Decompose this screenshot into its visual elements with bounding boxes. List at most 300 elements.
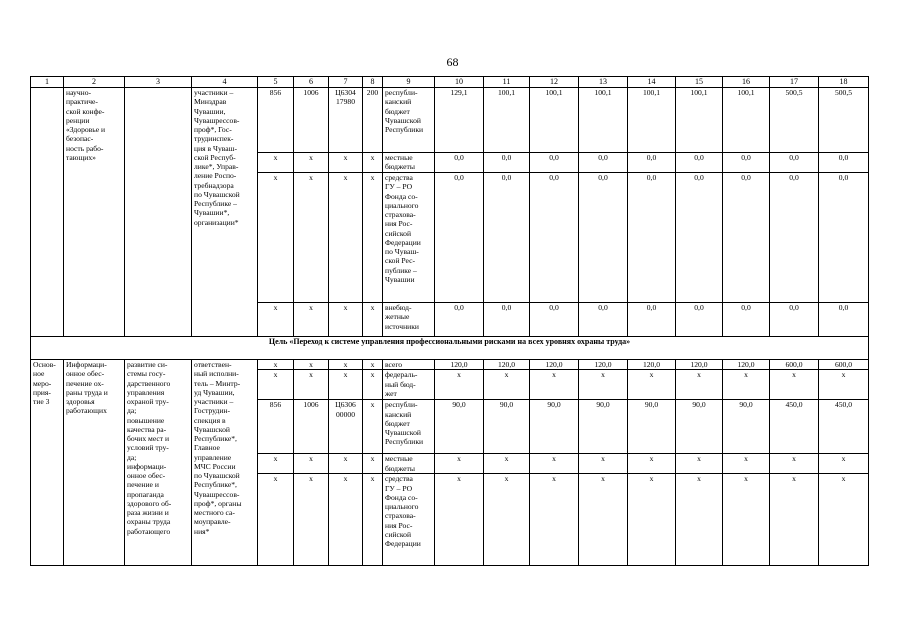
cell-line: ция в Чуваш- — [194, 143, 237, 153]
column-number: 4 — [192, 77, 258, 88]
value-cell: x — [435, 370, 484, 400]
cell-line: средства — [385, 173, 413, 182]
value-cell: 0,0 — [484, 153, 530, 173]
value-cell: 0,0 — [579, 153, 628, 173]
cell-line: x — [343, 370, 348, 380]
cell-line: ление Роспо- — [194, 171, 237, 181]
code-cell — [294, 153, 329, 173]
cell-line: участники – — [194, 397, 234, 406]
cell-line: x — [343, 153, 348, 162]
col-1-cell — [31, 360, 64, 566]
cell-line: Республике*, — [194, 434, 237, 443]
value-cell: 0,0 — [819, 173, 869, 303]
cell-line: Чувашрессов- — [194, 115, 240, 125]
value-cell: x — [530, 474, 579, 566]
budget-table — [30, 76, 869, 566]
value-cell: 0,0 — [676, 153, 723, 173]
value-cell: 90,0 — [484, 400, 530, 454]
funding-source-cell — [383, 474, 435, 566]
code-cell — [258, 370, 294, 400]
value-cell: x — [435, 474, 484, 566]
cell-line: Ц6304 — [335, 88, 356, 97]
value-cell: x — [579, 474, 628, 566]
cell-line: x — [370, 173, 375, 182]
code-cell — [258, 303, 294, 337]
goal-title: Цель «Переход к системе управления профессиональными рисками на всех уровнях охраны труда» — [31, 337, 869, 360]
value-cell: 0,0 — [579, 303, 628, 337]
cell-line: x — [309, 173, 313, 182]
header-row — [31, 77, 869, 88]
code-cell — [363, 474, 383, 566]
code-cell — [258, 153, 294, 173]
value-cell: x — [435, 454, 484, 474]
goal-row — [31, 337, 869, 360]
cell-line: качества ра- — [127, 424, 167, 434]
cell-line: 1006 — [303, 88, 319, 97]
column-number: 2 — [64, 77, 125, 88]
value-cell: x — [579, 370, 628, 400]
cell-line: печение ох- — [66, 378, 104, 388]
cell-line: ренции — [66, 115, 90, 125]
value-cell: x — [484, 370, 530, 400]
cell-line: федераль- — [385, 370, 418, 380]
column-number: 8 — [363, 77, 383, 88]
column-number: 17 — [770, 77, 819, 88]
cell-line: охраны труда — [127, 517, 171, 527]
cell-line: Чувашской — [385, 428, 421, 437]
column-number: 1 — [31, 77, 64, 88]
code-cell — [329, 400, 363, 454]
cell-line: республи- — [385, 400, 418, 410]
cell-line: проф*, органы — [194, 498, 242, 508]
cell-line: местные — [385, 454, 413, 464]
value-cell: 600,0 — [770, 360, 819, 370]
column-number: 7 — [329, 77, 363, 88]
value-cell: x — [676, 370, 723, 400]
cell-line: жетные — [385, 312, 410, 322]
value-cell: 0,0 — [819, 303, 869, 337]
value-cell: 0,0 — [723, 173, 770, 303]
cell-line: ской Рес- — [385, 256, 416, 266]
cell-line: x — [343, 303, 348, 312]
cell-line: средства — [385, 474, 413, 484]
code-cell — [329, 454, 363, 474]
value-cell: x — [723, 370, 770, 400]
code-cell — [294, 454, 329, 474]
column-number: 9 — [383, 77, 435, 88]
code-cell — [363, 400, 383, 454]
value-cell: 120,0 — [435, 360, 484, 370]
value-cell: 0,0 — [530, 173, 579, 303]
cell-line: x — [309, 153, 313, 162]
cell-line: Фонда со- — [385, 191, 418, 201]
cell-line: ный исполни- — [194, 369, 239, 379]
cell-line: Основ- — [33, 360, 56, 369]
column-number: 16 — [723, 77, 770, 88]
cell-line: по Чувашской — [194, 189, 240, 199]
cell-line: ния* — [194, 526, 210, 536]
cell-line: Чувашии, — [194, 106, 226, 116]
cell-line: трудинспек- — [194, 134, 234, 144]
col-2-cell — [64, 360, 125, 566]
value-cell: 120,0 — [484, 360, 530, 370]
cell-line: повышение — [127, 415, 165, 425]
column-number: 15 — [676, 77, 723, 88]
cell-line: ность рабо- — [66, 143, 104, 153]
cell-line: лике*, Управ- — [194, 162, 239, 171]
cell-line: дарственного — [127, 378, 171, 388]
cell-line: x — [273, 454, 278, 464]
value-cell: 90,0 — [676, 400, 723, 454]
value-cell: 0,0 — [484, 303, 530, 337]
code-cell — [294, 303, 329, 337]
funding-source-cell — [383, 400, 435, 454]
code-cell — [363, 88, 383, 153]
code-cell — [329, 88, 363, 153]
code-cell — [363, 153, 383, 173]
cell-line: безопас- — [66, 134, 94, 144]
cell-line: управления — [127, 387, 165, 397]
value-cell: 100,1 — [723, 88, 770, 153]
cell-line: да; — [127, 452, 137, 462]
code-cell — [258, 360, 294, 370]
code-cell — [258, 88, 294, 153]
cell-line: раны труда и — [66, 387, 108, 397]
code-cell — [329, 474, 363, 566]
cell-line: x — [370, 400, 375, 410]
cell-line: работающего — [127, 526, 171, 536]
col-1-cell — [31, 88, 64, 337]
value-cell: 0,0 — [770, 153, 819, 173]
value-cell: 0,0 — [628, 173, 676, 303]
value-cell: 0,0 — [484, 173, 530, 303]
cell-line: Чувашской — [385, 115, 421, 125]
code-cell — [258, 400, 294, 454]
value-cell: 0,0 — [819, 153, 869, 173]
cell-line: здорового об- — [127, 498, 172, 508]
value-cell: 0,0 — [435, 303, 484, 337]
cell-line: проф*, Гос- — [194, 125, 232, 134]
value-cell: 500,5 — [819, 88, 869, 153]
value-cell: 0,0 — [579, 173, 628, 303]
code-cell — [294, 173, 329, 303]
value-cell: 120,0 — [579, 360, 628, 370]
cell-line: x — [370, 303, 375, 312]
value-cell: 90,0 — [723, 400, 770, 454]
cell-line: раза жизни и — [127, 508, 169, 517]
cell-line: спекция в — [194, 415, 226, 425]
col-3-cell — [125, 88, 192, 337]
cell-line: практиче- — [66, 97, 98, 107]
cell-line: x — [370, 153, 375, 162]
cell-line: прия- — [33, 387, 51, 397]
cell-line: x — [370, 474, 375, 484]
cell-line: x — [273, 474, 278, 484]
cell-line: x — [273, 303, 278, 312]
column-number: 6 — [294, 77, 329, 88]
value-cell: x — [579, 454, 628, 474]
value-cell: 0,0 — [723, 303, 770, 337]
cell-line: Республики — [385, 437, 424, 447]
cell-line: управление — [194, 452, 232, 462]
cell-line: Минздрав — [194, 97, 227, 107]
cell-line: ГУ – РО — [385, 182, 413, 192]
table-row — [31, 360, 869, 370]
cell-line: 200 — [366, 88, 379, 97]
code-cell — [294, 360, 329, 370]
cell-line: по Чувашской — [194, 471, 240, 480]
value-cell: x — [819, 454, 869, 474]
cell-line: местные — [385, 153, 413, 162]
cell-line: ный бюд- — [385, 379, 416, 389]
value-cell: 120,0 — [723, 360, 770, 370]
code-cell — [258, 454, 294, 474]
cell-line: МЧС России — [194, 461, 236, 471]
value-cell: 90,0 — [530, 400, 579, 454]
cell-line: x — [309, 474, 313, 484]
page-number: 68 — [446, 55, 459, 69]
value-cell: 0,0 — [628, 153, 676, 173]
value-cell: 0,0 — [676, 303, 723, 337]
cell-line: x — [370, 360, 375, 369]
value-cell: 120,0 — [676, 360, 723, 370]
cell-line: Республике – — [194, 199, 237, 208]
cell-line: x — [309, 370, 313, 380]
cell-line: здоровья — [66, 397, 95, 406]
cell-line: «Здоровье и — [66, 125, 106, 134]
column-number: 11 — [484, 77, 530, 88]
code-cell — [294, 474, 329, 566]
code-cell — [329, 153, 363, 173]
cell-line: x — [370, 454, 375, 464]
code-cell — [329, 303, 363, 337]
cell-line: 1006 — [303, 400, 319, 410]
value-cell: x — [676, 454, 723, 474]
cell-line: x — [273, 153, 278, 162]
column-number: 14 — [628, 77, 676, 88]
cell-line: ное — [33, 369, 45, 379]
cell-line: ния Рос- — [385, 520, 413, 530]
cell-line: Федерации — [385, 237, 421, 247]
cell-line: x — [273, 360, 278, 369]
cell-line: x — [370, 370, 375, 380]
value-cell: 0,0 — [723, 153, 770, 173]
value-cell: 100,1 — [579, 88, 628, 153]
value-cell: x — [819, 370, 869, 400]
column-number: 13 — [579, 77, 628, 88]
cell-line: Республике*, — [194, 480, 237, 490]
value-cell: x — [628, 370, 676, 400]
value-cell: x — [530, 370, 579, 400]
cell-line: по Чуваш- — [385, 247, 419, 256]
cell-line: Чувашии*, — [194, 208, 230, 218]
cell-line: моуправле- — [194, 517, 231, 527]
cell-line: 00000 — [336, 409, 355, 419]
value-cell: 0,0 — [676, 173, 723, 303]
code-cell — [294, 370, 329, 400]
value-cell: 0,0 — [770, 303, 819, 337]
cell-line: условий тру- — [127, 443, 169, 453]
cell-line: ской конфе- — [66, 106, 105, 116]
table-body — [31, 77, 869, 566]
code-cell — [294, 88, 329, 153]
value-cell: x — [770, 370, 819, 400]
value-cell: 600,0 — [819, 360, 869, 370]
value-cell: 0,0 — [530, 153, 579, 173]
code-cell — [329, 173, 363, 303]
cell-line: пропаганда — [127, 489, 164, 499]
cell-line: тие 3 — [33, 397, 50, 406]
value-cell: 450,0 — [819, 400, 869, 454]
value-cell: 0,0 — [628, 303, 676, 337]
cell-line: научно- — [66, 88, 92, 97]
cell-line: всего — [385, 360, 403, 369]
cell-line: уд Чувашии, — [194, 387, 235, 397]
cell-line: организации* — [194, 217, 239, 227]
value-cell: 0,0 — [435, 153, 484, 173]
cell-line: x — [343, 474, 348, 484]
cell-line: ответствен- — [194, 360, 232, 369]
value-cell: 120,0 — [628, 360, 676, 370]
cell-line: ния Рос- — [385, 219, 413, 229]
value-cell: 100,1 — [530, 88, 579, 153]
cell-line: x — [309, 360, 313, 369]
cell-line: бочих мест и — [127, 434, 170, 443]
cell-line: охраной тру- — [127, 397, 169, 406]
value-cell: x — [530, 454, 579, 474]
value-cell: x — [628, 474, 676, 566]
cell-line: Фонда со- — [385, 492, 418, 502]
cell-line: Гострудин- — [194, 406, 231, 416]
cell-line: Чувашрессов- — [194, 489, 240, 499]
cell-line: онное обес- — [66, 369, 105, 379]
value-cell: 90,0 — [579, 400, 628, 454]
value-cell: 0,0 — [530, 303, 579, 337]
cell-line: страхова- — [385, 511, 416, 521]
funding-source-cell — [383, 370, 435, 400]
cell-line: Ц6306 — [335, 400, 356, 410]
cell-line: бюджет — [385, 418, 410, 428]
cell-line: республи- — [385, 88, 418, 97]
cell-line: Главное — [194, 443, 220, 453]
cell-line: x — [273, 370, 278, 380]
cell-line: бюджет — [385, 106, 410, 116]
funding-source-cell — [383, 360, 435, 370]
code-cell — [363, 173, 383, 303]
cell-line: участники – — [194, 88, 234, 97]
cell-line: x — [273, 173, 278, 182]
cell-line: канский — [385, 97, 412, 107]
cell-line: бюджеты — [385, 463, 415, 473]
col-3-cell — [125, 360, 192, 566]
code-cell — [294, 400, 329, 454]
value-cell: x — [819, 474, 869, 566]
cell-line: источники — [385, 321, 419, 331]
code-cell — [363, 360, 383, 370]
cell-line: x — [309, 454, 313, 464]
cell-line: x — [343, 173, 348, 182]
cell-line: Чувашской — [194, 424, 230, 434]
cell-line: циального — [385, 502, 419, 511]
cell-line: 17980 — [336, 97, 355, 107]
funding-source-cell — [383, 153, 435, 173]
cell-line: Федерации — [385, 539, 421, 548]
value-cell: x — [770, 454, 819, 474]
cell-line: страхова- — [385, 210, 416, 219]
cell-line: онное обес- — [127, 471, 166, 480]
cell-line: информаци- — [127, 461, 167, 471]
column-number: 3 — [125, 77, 192, 88]
value-cell: 129,1 — [435, 88, 484, 153]
cell-line: ской Респуб- — [194, 152, 236, 162]
value-cell: x — [723, 474, 770, 566]
value-cell: x — [676, 474, 723, 566]
cell-line: печение и — [127, 480, 159, 490]
value-cell: x — [484, 454, 530, 474]
cell-line: ГУ – РО — [385, 483, 413, 493]
cell-line: тель – Минтр- — [194, 378, 241, 388]
cell-line: работающих — [66, 406, 107, 416]
code-cell — [329, 360, 363, 370]
value-cell: x — [723, 454, 770, 474]
value-cell: 0,0 — [435, 173, 484, 303]
cell-line: Информаци- — [66, 360, 107, 369]
value-cell: 100,1 — [628, 88, 676, 153]
table-row — [31, 88, 869, 153]
cell-line: 856 — [269, 88, 282, 97]
column-number: 5 — [258, 77, 294, 88]
code-cell — [258, 173, 294, 303]
cell-line: стемы госу- — [127, 369, 166, 379]
value-cell: 500,5 — [770, 88, 819, 153]
value-cell: x — [484, 474, 530, 566]
funding-source-cell — [383, 454, 435, 474]
cell-line: да; — [127, 406, 137, 416]
cell-line: жет — [385, 388, 397, 398]
column-number: 12 — [530, 77, 579, 88]
cell-line: публике – — [385, 265, 417, 275]
value-cell: x — [770, 474, 819, 566]
cell-line: меро- — [33, 378, 52, 388]
cell-line: развитие си- — [127, 360, 168, 369]
cell-line: сийской — [385, 228, 412, 238]
cell-line: бюджеты — [385, 162, 415, 172]
cell-line: тающих» — [66, 152, 96, 162]
code-cell — [363, 370, 383, 400]
column-number: 10 — [435, 77, 484, 88]
value-cell: 90,0 — [435, 400, 484, 454]
code-cell — [363, 454, 383, 474]
cell-line: x — [343, 454, 348, 464]
value-cell: 0,0 — [770, 173, 819, 303]
cell-line: x — [343, 360, 348, 369]
value-cell: 450,0 — [770, 400, 819, 454]
cell-line: Республики — [385, 125, 424, 134]
cell-line: 856 — [269, 400, 282, 410]
value-cell: 100,1 — [676, 88, 723, 153]
column-number: 18 — [819, 77, 869, 88]
value-cell: 120,0 — [530, 360, 579, 370]
code-cell — [258, 474, 294, 566]
value-cell: 100,1 — [484, 88, 530, 153]
cell-line: x — [309, 303, 313, 312]
cell-line: циального — [385, 200, 419, 210]
cell-line: требнадзора — [194, 180, 234, 190]
cell-line: канский — [385, 409, 412, 419]
funding-source-cell — [383, 303, 435, 337]
cell-line: местного са- — [194, 508, 235, 517]
funding-source-cell — [383, 88, 435, 153]
